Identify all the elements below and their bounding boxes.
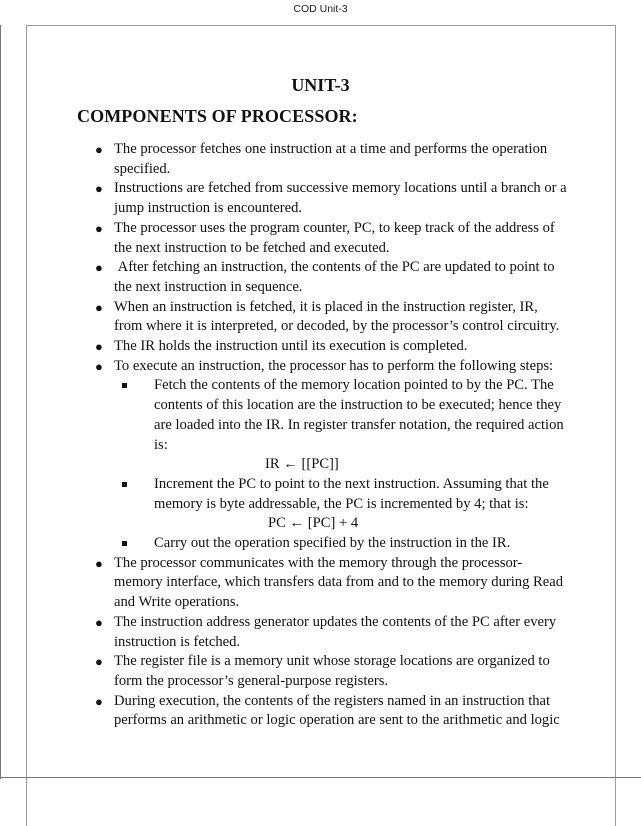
list-item [0, 554, 569, 613]
square-bullet-icon [122, 541, 127, 546]
step-text: Carry out the operation specified by the instruction in the IR. [154, 535, 511, 552]
page-bottom-rule [0, 777, 641, 778]
list-item [0, 298, 569, 337]
bullet-icon: ● [95, 614, 103, 630]
list-item [0, 652, 569, 691]
bullet-text: The processor communicates with the memory through the processor-memory interface, which transfers data from and to the memory during Read and Write operations. [114, 554, 564, 611]
list-item [0, 692, 569, 731]
step-list [114, 376, 569, 553]
square-bullet-icon [122, 383, 127, 388]
bullet-text: The register file is a memory unit whose storage locations are organized to form the processor’s general-purpose registers. [114, 653, 550, 689]
bullet-icon: ● [95, 654, 103, 670]
step-item [114, 475, 566, 534]
bullet-text: When an instruction is fetched, it is placed in the instruction register, IR, from where it is interpreted, or decoded, by the processor’s control circuitry. [114, 298, 560, 335]
bullet-text: The processor uses the program counter, PC, to keep track of the address of the next instruction to be fetched and executed. [114, 219, 555, 256]
bullet-icon: ● [95, 358, 103, 374]
bullet-icon: ● [95, 339, 103, 355]
step-item [114, 376, 566, 475]
formula-increment: PC ← [PC] + 4 [268, 515, 359, 532]
square-bullet-icon [122, 482, 127, 487]
section-title: COMPONENTS OF PROCESSOR: [77, 106, 358, 126]
bullet-text: Instructions are fetched from successive memory locations until a branch or a jump instruction is encountered. [114, 180, 567, 217]
step-item [114, 534, 566, 554]
bullet-list [0, 140, 641, 731]
bullet-icon: ● [95, 260, 103, 276]
list-item [0, 337, 569, 357]
bullet-icon: ● [95, 181, 103, 197]
bullet-icon: ● [95, 693, 103, 709]
list-item [0, 140, 569, 179]
list-item [0, 179, 569, 218]
unit-title: UNIT-3 [291, 75, 350, 95]
bullet-text: The processor fetches one instruction at a time and performs the operation specified. [114, 141, 548, 177]
step-text: Increment the PC to point to the next instruction. Assuming that the memory is byte addressable, the PC is incremented by 4; that is: [154, 475, 549, 512]
list-item [0, 613, 569, 652]
list-item [0, 357, 569, 554]
step-text: Fetch the contents of the memory location pointed to by the PC. The contents of this location are the instruction to be executed; hence they are loaded into the IR. In register transfer notation, the required action is: [154, 377, 564, 453]
bullet-text: After fetching an instruction, the contents of the PC are updated to point to the next instruction in sequence. [114, 259, 559, 295]
bullet-text: During execution, the contents of the registers named in an instruction that performs an arithmetic or logic operation are sent to the arithmetic and logic [114, 692, 560, 729]
bullet-icon: ● [95, 555, 103, 571]
bullet-icon: ● [95, 220, 103, 236]
bullet-icon: ● [95, 142, 103, 157]
formula-fetch: IR ← [[PC]] [265, 456, 339, 473]
bullet-text: To execute an instruction, the processor has to perform the following steps: [114, 357, 554, 374]
bullet-text: The instruction address generator updates the contents of the PC after every instruction is fetched. [114, 613, 557, 650]
bullet-text: The IR holds the instruction until its execution is completed. [114, 338, 468, 355]
bullet-icon: ● [95, 299, 103, 315]
page-header: COD Unit-3 [293, 3, 348, 15]
list-item [0, 258, 569, 297]
list-item [0, 219, 569, 258]
